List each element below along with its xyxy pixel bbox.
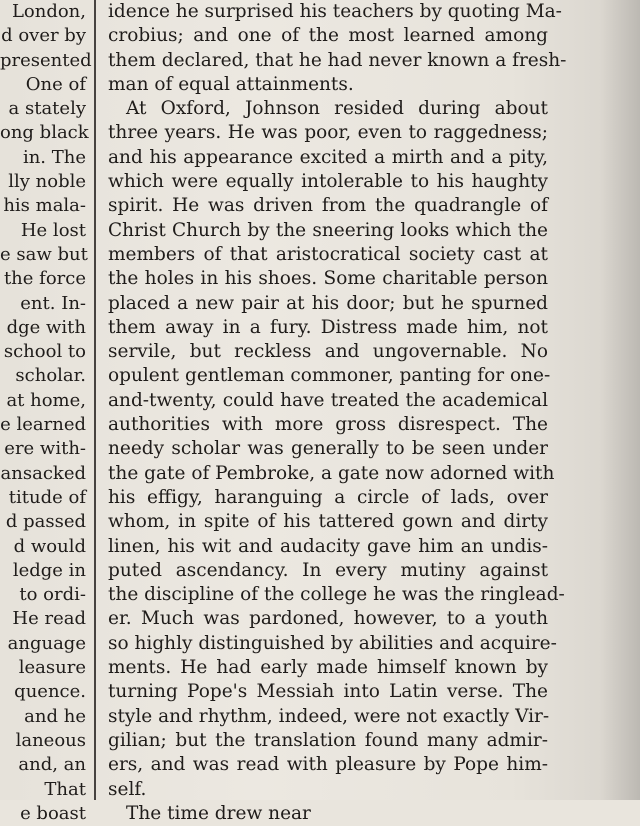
left-column-line: One of [25, 73, 86, 95]
left-column-line: He read [12, 608, 86, 630]
left-column-line: lly noble [8, 171, 86, 193]
main-column-line: the gate of Pembroke, a gate now adorned with [108, 462, 555, 484]
left-column-line: at home, [6, 389, 86, 411]
left-column-line: school to [3, 341, 86, 363]
main-column-line: servile, but reckless and ungovernable. No [108, 341, 548, 363]
left-column-line: e saw but [0, 243, 88, 265]
left-column-line: and, an [18, 754, 86, 776]
main-column-line: style and rhythm, indeed, were not exactly Vir- [108, 705, 550, 727]
main-column-line: them declared, that he had never known a fresh- [108, 49, 567, 71]
main-text-column [108, 0, 567, 824]
left-column-line: dge with [6, 316, 86, 338]
left-column-line: to ordi- [19, 584, 86, 606]
left-column-line: d would [13, 535, 86, 557]
main-column-line: them away in a fury. Distress made him, not [108, 316, 548, 338]
main-column-line: the discipline of the college he was the ringlead- [108, 584, 565, 606]
main-column-line: placed a new pair at his door; but he spurned [108, 292, 548, 314]
main-column-line: and his appearance excited a mirth and a pity, [108, 146, 548, 168]
main-column-line: linen, his wit and audacity gave him an undis- [108, 535, 548, 557]
page-edge-shadow [600, 0, 640, 800]
left-column-line: He lost [20, 219, 86, 241]
main-column-line: his effigy, haranguing a circle of lads, over [108, 486, 548, 508]
left-column-line: scholar. [15, 365, 86, 387]
main-column-line: whom, in spite of his tattered gown and dirty [108, 511, 548, 533]
main-column-line: turning Pope's Messiah into Latin verse. The [108, 681, 548, 703]
main-column-line: the holes in his shoes. Some charitable person [108, 268, 548, 290]
main-column-line: members of that aristocratical society cast at [108, 243, 548, 265]
left-column-line: titude of [8, 486, 86, 508]
main-column-line: spirit. He was driven from the quadrangle of [108, 195, 548, 217]
left-column-line: his mala- [3, 195, 86, 217]
left-column-line: e learned [0, 414, 86, 436]
main-column-line: er. Much was pardoned, however, to a youth [108, 608, 548, 630]
main-column-line: opulent gentleman commoner, panting for one- [108, 365, 551, 387]
main-column-line: gilian; but the translation found many admir- [108, 729, 548, 751]
main-column-line: so highly distinguished by abilities and acquire- [108, 632, 557, 654]
left-column-line: d over by [1, 25, 86, 47]
left-column-line: e boast [20, 802, 86, 824]
column-rule [94, 0, 96, 800]
left-column-line: presented [0, 49, 92, 71]
left-column-line: ledge in [12, 559, 86, 581]
main-column-line: The time drew near [126, 802, 311, 824]
left-column-line: a stately [8, 98, 86, 120]
main-column-line: authorities with more gross disrespect. The [108, 414, 548, 436]
main-column-line: idence he surprised his teachers by quoting Ma- [108, 1, 562, 22]
left-column-line: quence. [14, 681, 86, 703]
left-column-line: laneous [15, 729, 86, 751]
left-column-line: leasure [18, 657, 86, 679]
left-column-line: anguage [7, 632, 86, 654]
main-column-line: and-twenty, could have treated the academical [108, 389, 548, 411]
main-column-line: puted ascendancy. In every mutiny against [108, 559, 548, 581]
main-column-line: Christ Church by the sneering looks which the [108, 219, 548, 241]
left-column-line: d passed [5, 511, 86, 533]
main-column-line: ers, and was read with pleasure by Pope him- [108, 754, 548, 776]
left-column-line: ent. In- [20, 292, 86, 314]
left-text-column [0, 0, 92, 824]
main-column-line: needy scholar was generally to be seen under [108, 438, 548, 460]
main-column-line: three years. He was poor, even to raggedness; [108, 122, 548, 144]
main-column-line: man of equal attainments. [108, 73, 354, 95]
left-column-line: the force [3, 268, 86, 290]
left-column-line: ere with- [4, 438, 86, 460]
left-column-line: and he [24, 705, 86, 727]
left-column-line: ansacked [0, 462, 86, 484]
left-column-line: ong black [0, 122, 89, 144]
left-column-line: London, [11, 1, 86, 22]
main-column-line: crobius; and one of the most learned among [108, 25, 548, 47]
main-column-line: ments. He had early made himself known by [108, 657, 548, 679]
main-column-line: self. [108, 778, 147, 800]
left-column-line: in. The [22, 146, 86, 168]
main-column-line: At Oxford, Johnson resided during about [126, 98, 548, 120]
main-column-line: which were equally intolerable to his haughty [108, 171, 548, 193]
left-column-line: That [44, 778, 86, 800]
